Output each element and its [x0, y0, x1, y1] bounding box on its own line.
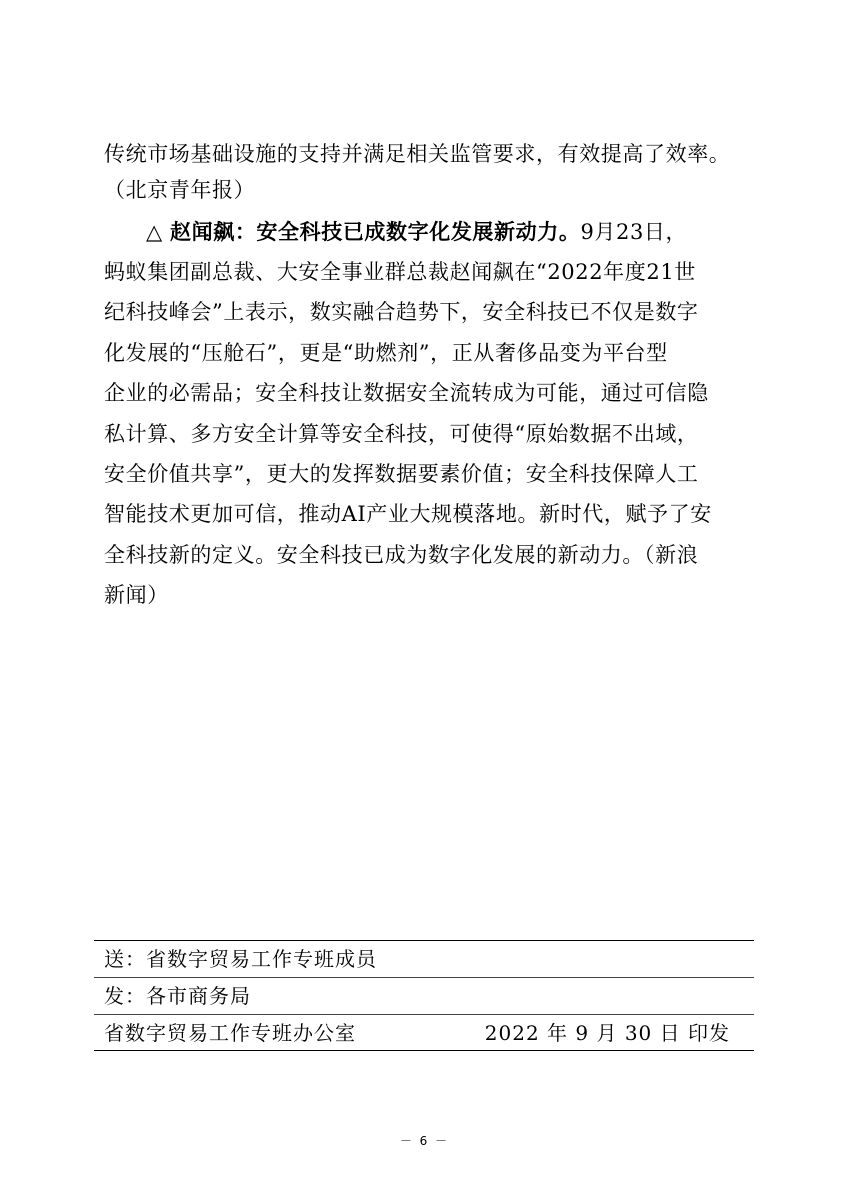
triangle-marker-icon: △ [146, 220, 163, 244]
footer-issuer: 省数字贸易工作专班办公室 [104, 1021, 356, 1045]
body-line-11: 全科技新的定义。安全科技已成为数字化发展的新动力。（新浪 [104, 543, 699, 567]
footer-send-to: 送：省数字贸易工作专班成员 [104, 947, 377, 971]
footer-top-rule [94, 940, 754, 941]
body-line-1: 传统市场基础设施的支持并满足相关监管要求，有效提高了效率。 [104, 142, 731, 166]
body-line-6: 化发展的“压舱石”，更是“助燃剂”，正从奢侈品变为平台型 [104, 341, 668, 365]
footer-middle-rule [94, 977, 754, 978]
footer-lower-rule [94, 1014, 754, 1015]
news-headline [146, 214, 754, 250]
body-line-8: 私计算、多方安全计算等安全科技，可使得“原始数据不出域， [104, 422, 699, 446]
headline-title: 赵闻飙：安全科技已成数字化发展新动力。 [170, 219, 581, 244]
footer-issue-date: 2022 年 9 月 30 日 印发 [484, 1021, 730, 1045]
footer-issue-line [104, 1018, 744, 1048]
body-line-2: （北京青年报） [104, 178, 256, 202]
body-line-12: 新闻） [104, 583, 169, 607]
body-line-5: 纪科技峰会”上表示，数实融合趋势下，安全科技已不仅是数字 [104, 300, 699, 324]
footer-distribute-to: 发：各市商务局 [104, 984, 251, 1008]
headline-date: 9月23日， [580, 220, 688, 244]
page-number: － 6 － [399, 1134, 450, 1148]
body-line-10: 智能技术更加可信，推动AI产业大规模落地。新时代，赋予了安 [104, 502, 712, 526]
footer-bottom-rule [94, 1050, 754, 1051]
body-line-4: 蚂蚁集团副总裁、大安全事业群总裁赵闻飙在“2022年度21世 [104, 260, 696, 284]
body-line-7: 企业的必需品；安全科技让数据安全流转成为可能，通过可信隐 [104, 381, 709, 405]
body-line-9: 安全价值共享”，更大的发挥数据要素价值；安全科技保障人工 [104, 462, 699, 486]
